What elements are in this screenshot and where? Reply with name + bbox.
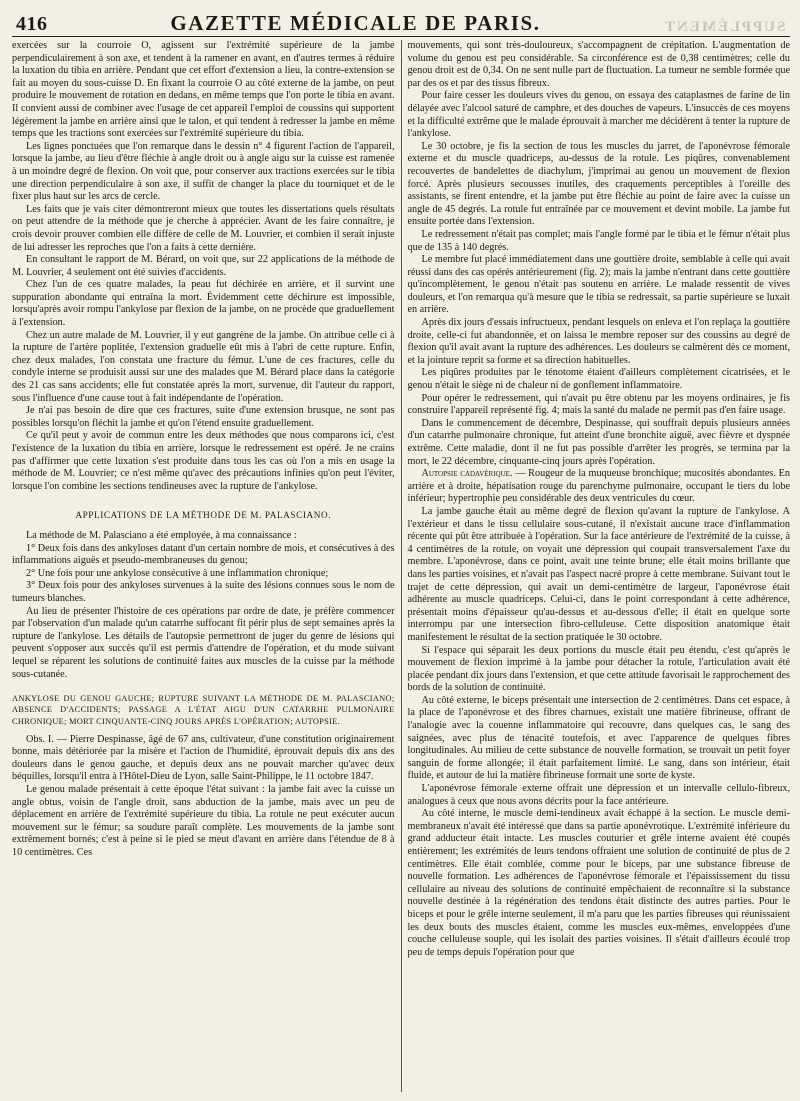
journal-title: GAZETTE MÉDICALE DE PARIS. (170, 11, 541, 35)
newspaper-page (12, 6, 790, 1096)
right-column (401, 40, 791, 1092)
paragraph: Les piqûres produites par le ténotome étaient d'ailleurs complètement cicatrisées, et le genou n'était le siège ni de chaleur ni de gonflement inflammatoire. (407, 367, 790, 392)
case-heading: ANKYLOSE DU GENOU GAUCHE; RUPTURE SUIVANT LA MÉTHODE DE M. PALASCIANO; ABSENCE D'ACCIDENTS; PASSAGE A L'ÉTAT AIGU D'UN CATARRHE PULMONAIRE CHRONIQUE; MORT CINQUANTE-CINQ JOURS APRÈS L'OPÉRATION; AUTOPSIE. (12, 694, 395, 726)
paragraph: Le genou malade présentait à cette époque l'état suivant : la jambe fait avec la cuisse un angle obtus, voisin de l'angle droit, sans abduction de la jambe, mais avec un peu de déplacement en arrière de l'extrémité supérieure du tibia. La rotule ne peut exécuter aucun mouvement sur le fémur; sa soudure paraît complète. Les mouvements de la jambe sont extrêmement bornés; c'est à peine si le pied se meut d'avant en arrière dans l'étendue de 8 à 10 centimètres. Ces (12, 784, 395, 859)
paragraph: La méthode de M. Palasciano a été employée, à ma connaissance : (26, 529, 297, 541)
paragraph: Ce qu'il peut y avoir de commun entre les deux méthodes que nous comparons ici, c'est l'existence de la luxation du tibia en arrière, lorsque le redressement est opéré. Je ne crains pas d'affirmer que cette luxation s'est produite dans tous les cas où l'on a mis en usage la méthode de M. Louvrier; ce n'est même qu'avec des précautions infinies qu'on peut l'éviter, lorsque l'on combine les sections tendineuses avec la rupture de l'ankylose. (12, 430, 395, 492)
paragraph: Chez un autre malade de M. Louvrier, il y eut gangrène de la jambe. On attribue celle ci à la rupture de l'artère poplitée, l'extension graduelle eût mis à l'abri de cette rupture. Enfin, chez deux malades, l'on constata une fracture du fémur. L'une de ces fractures, celle du condyle interne se produisit aussi sur une des malades que M. Bérard place dans la catégorie des 21 cas sans accidents; elle fut constatée après la mort, survenue, dit l'auteur du rapport, sous l'influence d'une cause tout à fait indépendante de l'opération. (12, 329, 395, 404)
paragraph: Pour opérer le redressement, qui n'avait pu être obtenu par les moyens ordinaires, je fis construire l'appareil représenté fig. 4; mais la santé du malade ne permit pas d'en faire usage. (407, 392, 790, 417)
page-header (12, 6, 790, 37)
paragraph: Chez l'un de ces quatre malades, la peau fut déchirée en arrière, et il survint une suppuration abondante qui entraîna la mort. Évidemment cette déchirure est impossible, lorsqu'après avoir rompu l'ankylose par flexion de la jambe, on ne procède que graduellement à l'extension. (12, 279, 395, 329)
paragraph: Les lignes ponctuées que l'on remarque dans le dessin n° 4 figurent l'action de l'appareil, lorsque la jambe, au lieu d'être fléchie à angle droit ou à angle aigu sur la cuisse est ramenée à un moindre degré de flexion. On voit que, pour conserver aux tractions exercées sur le tibia une direction perpendiculaire à son axe, il suffit de changer la place du tourniquet et de le fixer plus haut sur les arcs de cercle. (12, 140, 395, 203)
paragraph: Dans le commencement de décembre, Despinasse, qui souffrait depuis plusieurs années d'un catarrhe pulmonaire chronique, fut atteint d'une bronchite aiguë, avec fièvre et dyspnée extrême. Cette maladie, dont il ne fut pas possible d'arrêter les progrès, se termina par la mort, le 22 décembre, cinquante-cinq jours après l'opération. (407, 417, 790, 467)
paragraph: Si l'espace qui séparait les deux portions du muscle était peu étendu, c'est qu'après le mouvement de flexion imprimé à la jambe pour détacher la rotule, l'articulation avait été placée pendant dix jours dans l'extension, et que cette attitude favorisait le rapprochement des bords de la solution de continuité. (407, 644, 790, 694)
left-column (12, 40, 401, 1092)
list-item: 1° Deux fois dans des ankyloses datant d'un certain nombre de mois, et consécutives à des inflammations aiguës et pseudo-membraneuses du genou; (12, 542, 395, 567)
paragraph: Les faits que je vais citer démontreront mieux que toutes les dissertations quels résultats on peut attendre de la méthode que je cherche à apprécier. Avant de les faire connaître, je crois devoir prouver combien elle diffère de celle de M. Louvrier, et combien il serait injuste de lui adresser les reproches que l'on a faits à cette dernière. (12, 203, 395, 253)
paragraph: Le 30 octobre, je fis la section de tous les muscles du jarret, de l'aponévrose fémorale externe et du muscle quadriceps, au-dessus de la rotule. Les piqûres, convenablement recouvertes de bandelettes de diachylum, j'imprimai au genou un mouvement de flexion forcé. Après plusieurs secousses inutiles, des craquements perceptibles à l'oreille des assistants, se firent entendre, et la jambe put être fléchie au point de faire avec la cuisse un angle de 45 degrés. La rotule fut entraînée par ce mouvement et devint mobile. La jambe fut ensuite portée dans l'extension. (407, 140, 790, 228)
paragraph: Après dix jours d'essais infructueux, pendant lesquels on enleva et l'on replaça la gouttière droite, celle-ci fut abandonnée, et on laissa le membre reposer sur des coussins au degré de flexion qu'il avait avant la rupture des adhérences. Les douleurs se calmèrent dès ce moment, et la jointure reprit sa forme et sa direction habituelles. (407, 317, 790, 366)
paragraph: La jambe gauche était au même degré de flexion qu'avant la rupture de l'ankylose. A l'extérieur et dans le tissu cellulaire sous-cutané, il n'existait aucune trace d'inflammation récente qui pût être attribuée à l'opération. Sur la face antérieure de l'extrémité de la cuisse, à 4 centimètres de la rotule, on voyait une dépression qui coupait transversalement l'axe du membre. L'aponévrose, dans ce point, avait une teinte brune; elle était moins brillante que dans les parties voisines, et n'avait pas l'aspect nacré propre à cette membrane. Suivant tout le trajet de cette dépression, qui avait un demi-centimètre de largeur, l'aponévrose était adhérente au muscle quadriceps. Celui-ci, dans le point correspondant à cette adhérence, présentait moins d'épaisseur qu'au-dessus et au-dessous d'elle; il était en quelque sorte interrompu par une intersection fibro-celluleuse. Cette disposition anatomique était manifestement le résultat de la section pratiquée le 30 octobre. (407, 505, 790, 643)
page-number: 416 (16, 13, 48, 35)
paragraph: Pour faire cesser les douleurs vives du genou, on essaya des cataplasmes de farine de lin délayée avec l'alcool saturé de camphre, et des douches de vapeurs. L'insuccès de ces moyens et la difficulté extrême que le malade éprouvait à marcher me décidèrent à tenter la rupture de l'ankylose. (407, 90, 790, 140)
paragraph: Je n'ai pas besoin de dire que ces fractures, suite d'une extension brusque, ne sont pas possibles lorsqu'on fléchit la jambe et qu'on l'étend ensuite graduellement. (12, 405, 395, 429)
paragraph: L'aponévrose fémorale externe offrait une dépression et un intervalle cellulo-fibreux, analogues à ceux que nous avons décrits pour la face antérieure. (407, 783, 790, 807)
paragraph: En consultant le rapport de M. Bérard, on voit que, sur 22 applications de la méthode de M. Louvrier, 4 seulement ont été suivies d'accidents. (12, 254, 395, 278)
autopsy-text: — Rougeur de la muqueuse bronchique; mucosités abondantes. En arrière et à droite, hépatisation rouge du parenchyme pulmonaire, occupant le tiers du lobe inférieur; hypertrophie peu considérable des deux ventricules du cœur. (407, 468, 790, 505)
two-column-body (12, 40, 790, 1092)
autopsy-paragraph (408, 468, 791, 506)
paragraph: Le redressement n'était pas complet; mais l'angle formé par le tibia et le fémur n'était plus que de 135 à 140 degrés. (407, 228, 790, 253)
list-item: 3° Deux fois pour des ankyloses survenues à la suite des lésions connues sous le nom de tumeurs blanches. (12, 580, 395, 604)
paragraph: Le membre fut placé immédiatement dans une gouttière droite, semblable à celle qui avait réussi dans des cas opérés antérieurement (fig. 2); mais la jambe n'entrant dans cette gouttière qu'incomplètement, le genou n'était pas soutenu en arrière. Le malade ressentit de vives douleurs, et l'on remarqua qu'à mesure que le tibia se redressait, sa partie supérieure se luxait en arrière. (407, 254, 790, 316)
section-heading: APPLICATIONS DE LA MÉTHODE DE M. PALASCIANO. (75, 510, 332, 521)
autopsy-label: Autopsie cadavérique. (421, 468, 513, 480)
list-item: 2° Une fois pour une ankylose consécutive à une inflammation chronique; (26, 567, 329, 579)
paragraph: Au côté interne, le muscle demi-tendineux avait échappé à la section. Le muscle demi-membraneux n'avait été intéressé que dans sa partie aponévrotique. L'extrémité inférieure du grand adducteur était intacte. Les muscles couturier et grêle interne avaient été coupés entièrement; les extrémités de leurs tendons offraient une solution de continuité de plus de 2 centimètres. Elle était comblée, comme pour le biceps, par une substance fibreuse de nouvelle formation. Les adhérences de l'aponévrose fémorale et l'épaississement du tissu cellulaire au niveau des solutions de continuité empêchaient de reconnaître si la substance nouvelle destinée à la régénération des tendons était distincte des autres parties. Pour le biceps et pour le grêle interne seulement, il m'a paru que les parties fibreuses qui réunissaient les deux bouts des muscles étaient, comme les muscles eux-mêmes, enveloppées d'une couche celluleuse souple, qui les isolait des parties voisines. Il s'était d'ailleurs écoulé trop peu de temps depuis l'opération pour que (407, 808, 790, 958)
paragraph: mouvements, qui sont très-douloureux, s'accompagnent de crépitation. L'augmentation de volume du genou est peu considérable. Sa circonférence est de 0,38 centimètres; celle du genou droit est de 0,34. On ne sent nulle part de fluctuation. La tumeur ne semble formée que par des os et par des tissus fibreux. (407, 40, 790, 89)
paragraph: Au lieu de présenter l'histoire de ces opérations par ordre de date, je préfère commencer par l'observation d'un malade qu'un catarrhe suffocant fit périr plus de sept semaines après la rupture de l'ankylose. Les détails de l'autopsie permettront de juger du genre de lésions qui peuvent s'opposer aux succès qu'il est permis d'attendre de l'opération, et du mode suivant lequel se réparent les solutions de continuité faites aux muscles de la cuisse par la méthode sous-cutanée. (12, 605, 395, 680)
bleed-through-text: SUPPLÉMENT (663, 19, 786, 35)
paragraph: exercées sur la courroie O, agissent sur l'extrémité supérieure de la jambe perpendiculairement à son axe, et tendent à la ramener en avant, en d'autres termes à réduire la luxation du tibia en arrière. Pendant que cet effort d'extension a lieu, la contre-extension se fait au moyen du sous-cuisse D. En fixant la courroie O au côté externe de la jambe, on peut produire le mouvement de rotation en dedans, en même temps que l'on porte le tibia en avant. Il convient aussi de combiner avec l'usage de cet appareil l'emploi de coussins qui supportent légèrement la jambe en arrière ainsi que le talon, et qui tendent à redresser la jambe en même temps que les tractions sont exercées sur l'extrémité supérieure du tibia. (12, 40, 395, 140)
paragraph: Au côté externe, le biceps présentait une intersection de 2 centimètres. Dans cet espace, à la place de l'aponévrose et des fibres charnues, existait une matière fibrineuse, offrant de l'analogie avec la couenne inflammatoire qui recouvre, dans quelques cas, le sang des saignées, avec plus de ténacité toutefois, et avec l'apparence de quelques fibres longitudinales. Au milieu de cette substance de nouvelle formation, se trouvait un petit foyer sanguin de forme allongée; il était parfaitement limité. Le sang, dans son intérieur, était fluide, et autour de lui la matière fibrineuse formait une sorte de kyste. (407, 694, 790, 782)
paragraph: Obs. I. — Pierre Despinasse, âgé de 67 ans, cultivateur, d'une constitution originairement bonne, mais détériorée par la misère et l'action de l'humidité, éprouvait depuis dix ans des douleurs dans le genou gauche, et depuis deux ans ne pouvait marcher qu'avec deux béquilles, lorsqu'il entra à l'Hôtel-Dieu de Lyon, salle Saint-Philippe, le 11 octobre 1847. (12, 733, 395, 783)
